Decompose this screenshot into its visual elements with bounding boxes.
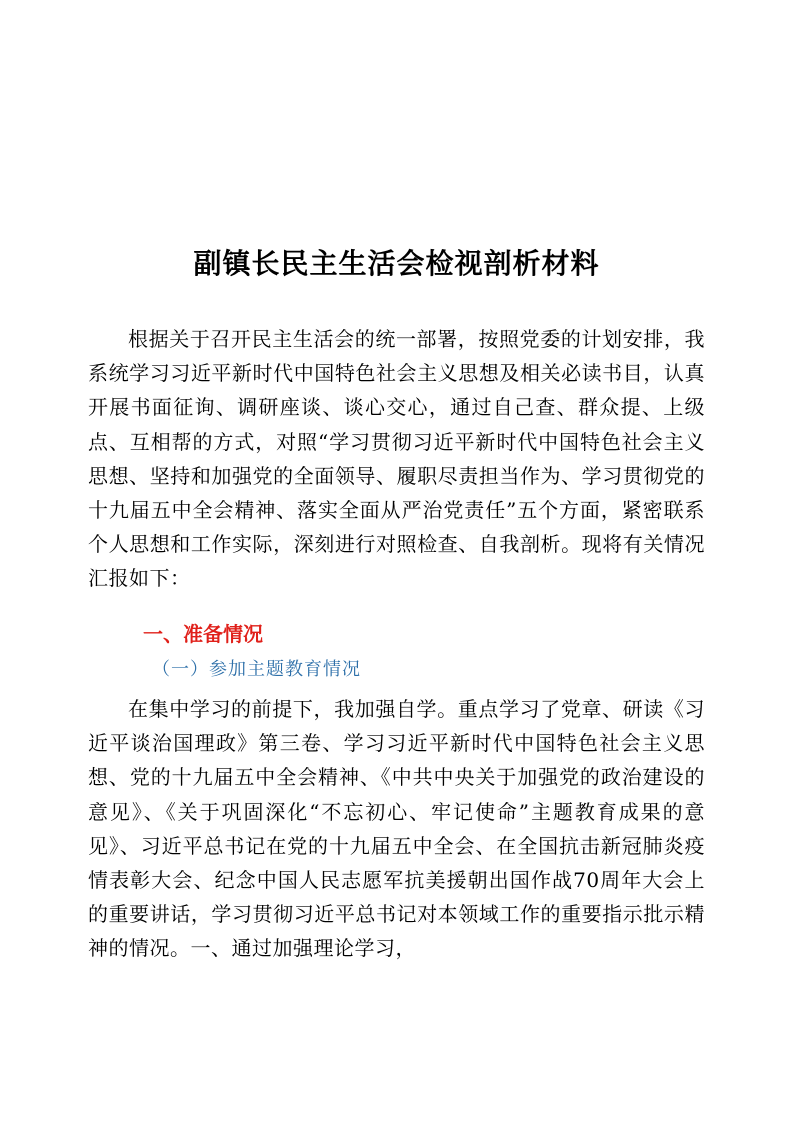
subsection-body-paragraph: 在集中学习的前提下，我加强自学。重点学习了党章、研读《习近平谈治国理政》第三卷、学习习近平新时代中国特色社会主义思想、党的十九届五中全会精神、《中共中央关于加强党的政治建设的意见》、《关于巩固深化“不忘初心、牢记使命”主题教育成果的意见》、习近平总书记在党的十九届五中全会、在全国抗击新冠肺炎疫情表彰大会、纪念中国人民志愿军抗美援朝出国作战70周年大会上的重要讲话，学习贯彻习近平总书记对本领域工作的重要指示批示精神的情况。一、通过加强理论学习， [88, 697, 705, 961]
document-title: 副镇长民主生活会检视剖析材料 [193, 247, 600, 280]
subsection-heading-theme-education: （一）参加主题教育情况 [152, 659, 361, 680]
section-heading-preparation: 一、准备情况 [143, 622, 263, 646]
intro-paragraph: 根据关于召开民主生活会的统一部署，按照党委的计划安排，我系统学习习近平新时代中国特色社会主义思想及相关必读书目，认真开展书面征询、调研座谈、谈心交心，通过自己查、群众提、上级点、互相帮的方式，对照“学习贯彻习近平新时代中国特色社会主义思想、坚持和加强党的全面领导、履职尽责担当作为、学习贯彻党的十九届五中全会精神、落实全面从严治党责任”五个方面，紧密联系个人思想和工作实际，深刻进行对照检查、自我剖析。现将有关情况汇报如下： [88, 327, 705, 591]
